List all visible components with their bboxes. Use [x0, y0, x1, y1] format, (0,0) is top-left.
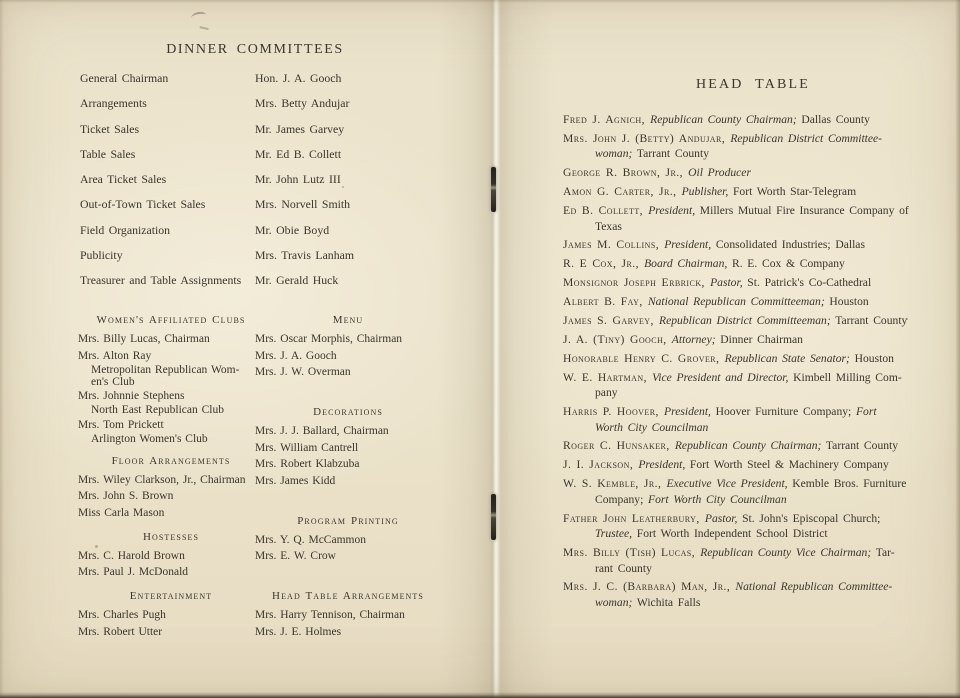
- member-name: Mrs. Y. Q. McCammon: [255, 533, 366, 546]
- paper-speck: [342, 186, 344, 188]
- member-name: Mrs. J. A. Gooch: [255, 349, 337, 362]
- entry-line: [563, 526, 948, 542]
- head-table-entry: [563, 275, 948, 291]
- member: [78, 548, 264, 564]
- member-name: Mrs. Alton Ray: [78, 349, 152, 362]
- entry-line: [563, 385, 948, 401]
- member-name: Mrs. William Cantrell: [255, 441, 359, 454]
- person-title: Republican County Chairman;: [650, 113, 797, 126]
- member-name: Miss Carla Mason: [78, 506, 165, 519]
- person-title: Worth City Councilman: [595, 420, 709, 434]
- member-name: Mrs. Oscar Morphis, Chairman: [255, 333, 403, 345]
- entry-line: [563, 237, 948, 253]
- member: [78, 348, 264, 388]
- person-name: Amon G. Carter, Jr.,: [563, 185, 682, 199]
- member-affiliation-line: Arlington Women's Club: [91, 432, 208, 445]
- member: [255, 532, 441, 548]
- person-title: President,: [648, 204, 696, 218]
- member: [255, 331, 441, 347]
- member-name: Mrs. J. J. Ballard, Chairman: [255, 425, 389, 437]
- entry-line: [563, 595, 948, 611]
- committee-role: Field Organization: [80, 222, 171, 237]
- member: [255, 364, 441, 380]
- committee-member-name: Mrs. Norvell Smith: [255, 197, 351, 212]
- committee-row: [80, 71, 445, 87]
- person-detail: Kemble Bros. Furniture: [787, 477, 907, 491]
- entry-line: [563, 203, 948, 219]
- committee-member-name: Mr. John Lutz III: [255, 172, 341, 187]
- entry-line: [563, 131, 948, 147]
- person-detail: Millers Mutual Fire Insurance Company of: [695, 204, 909, 218]
- person-detail: pany: [595, 386, 618, 400]
- committee-role: Publicity: [80, 248, 123, 263]
- entry-line: [563, 112, 948, 128]
- section-heading: Women's Affiliated Clubs: [96, 314, 246, 326]
- person-detail: Fort Worth Star-Telegram: [728, 185, 857, 199]
- member-name: Mrs. Paul J. McDonald: [78, 566, 189, 578]
- entry-line: [563, 476, 948, 492]
- person-detail: Tar-: [871, 546, 895, 560]
- person-detail: Tarrant County: [632, 147, 709, 161]
- person-detail: Houston: [824, 295, 869, 309]
- person-title: Executive Vice President,: [666, 477, 788, 491]
- committee-row: [80, 273, 445, 289]
- head-table-entry: [563, 351, 948, 367]
- committee-member-name: Mr. James Garvey: [255, 121, 345, 136]
- person-title: woman;: [595, 147, 633, 161]
- head-table-entry: [563, 203, 948, 234]
- committee-member-name: Mrs. Travis Lanham: [255, 248, 355, 263]
- member: [78, 564, 264, 580]
- entry-line: [563, 420, 948, 436]
- committee-member-name: Mr. Obie Boyd: [255, 222, 330, 237]
- person-name: James S. Garvey,: [563, 314, 660, 328]
- person-name: Honorable Henry C. Grover,: [563, 351, 725, 365]
- member-name: Mrs. Billy Lucas, Chairman: [78, 333, 210, 345]
- entry-line: [563, 492, 948, 508]
- head-table-entry: [563, 579, 948, 610]
- head-table-entry: [563, 438, 948, 454]
- person-title: President,: [664, 405, 711, 419]
- committee-role: Area Ticket Sales: [80, 172, 167, 187]
- head-table-entry: [563, 112, 948, 128]
- member: [255, 423, 441, 439]
- member-name: Mrs. Charles Pugh: [78, 609, 166, 621]
- person-title: Attorney;: [671, 332, 716, 346]
- entry-line: [563, 146, 948, 162]
- member: [255, 607, 441, 623]
- member: [78, 488, 264, 504]
- entry-line: [563, 457, 948, 473]
- head-table-entry: [563, 545, 948, 576]
- committee-role: General Chairman: [80, 71, 169, 85]
- person-name: Fred J. Agnich,: [563, 113, 651, 126]
- page-title: HEAD TABLE: [695, 77, 811, 92]
- committee-section: [255, 406, 441, 489]
- person-detail: rant County: [595, 561, 652, 575]
- scan-left-edge: [0, 0, 4, 698]
- member-name: Mrs. Tom Prickett: [78, 418, 164, 431]
- committee-member-name: Hon. J. A. Gooch: [255, 71, 342, 85]
- committee-row: [80, 147, 445, 163]
- person-detail: Dinner Chairman: [715, 332, 803, 346]
- person-detail: Fort Worth Independent School District: [632, 527, 828, 541]
- person-detail: Company;: [595, 492, 649, 506]
- person-name: J. I. Jackson,: [563, 458, 639, 472]
- member: [78, 505, 264, 521]
- member-name: Mrs. E. W. Crow: [255, 550, 336, 562]
- person-title: Fort Worth City Councilman: [648, 492, 787, 506]
- person-title: Republican County Vice Chairman;: [700, 546, 872, 560]
- left-subcolumn: [78, 314, 264, 650]
- person-title: Republican County Chairman;: [674, 439, 822, 453]
- committee-role: Arrangements: [80, 96, 147, 111]
- section-heading: Program Printing: [297, 514, 399, 527]
- person-title: Trustee,: [595, 527, 633, 541]
- scan-top-edge: [0, 0, 960, 3]
- person-name: George R. Brown, Jr.,: [563, 166, 689, 180]
- person-name: James M. Collins,: [563, 238, 665, 252]
- member: [78, 417, 264, 445]
- staple: [491, 494, 496, 540]
- person-detail: St. Patrick's Co-Cathedral: [742, 276, 872, 290]
- head-table-entry: [563, 184, 948, 200]
- member-name: Mrs. James Kidd: [255, 474, 336, 487]
- person-title: Republican State Senator;: [724, 351, 850, 365]
- committee-section: [255, 590, 441, 640]
- entry-line: [563, 438, 948, 454]
- member: [255, 440, 441, 456]
- member-name: Mrs. Robert Utter: [78, 625, 163, 638]
- committee-member-name: Mr. Gerald Huck: [255, 273, 339, 288]
- member: [255, 624, 441, 640]
- person-detail: St. John's Episcopal Church;: [737, 511, 881, 525]
- person-title: Republican District Committeeman;: [659, 314, 831, 328]
- committee-row: [80, 96, 445, 112]
- entry-line: [563, 511, 948, 527]
- person-name: Mrs. J. C. (Barbara) Man, Jr.,: [563, 580, 736, 594]
- section-heading: Menu: [332, 314, 364, 326]
- entry-line: [563, 370, 948, 386]
- head-table-entry: [563, 404, 948, 435]
- person-title: Pastor,: [710, 276, 743, 290]
- head-table-entry: [563, 294, 948, 310]
- entry-line: [563, 313, 948, 329]
- member-name: Mrs. Harry Tennison, Chairman: [255, 609, 405, 621]
- head-table-entry: [563, 237, 948, 253]
- head-table-entry: [563, 165, 948, 181]
- entry-line: [563, 404, 948, 420]
- person-name: Mrs. Billy (Tish) Lucas,: [563, 546, 701, 560]
- person-detail: Hoover Furniture Company;: [710, 405, 856, 419]
- member-affiliation-line: North East Republican Club: [91, 404, 224, 416]
- person-detail: Dallas County: [796, 113, 870, 126]
- entry-line: [563, 165, 948, 181]
- center-fold: [438, 0, 554, 698]
- member-name: Mrs. J. E. Holmes: [255, 625, 342, 638]
- member-affiliation-line: Metropolitan Republican Wom-: [91, 363, 240, 376]
- committee-section: [78, 531, 264, 581]
- member-name: Mrs. J. W. Overman: [255, 366, 351, 378]
- person-name: J. A. (Tiny) Gooch,: [563, 332, 672, 346]
- scan-right-edge: [955, 0, 960, 698]
- paper-speck: [95, 545, 98, 548]
- person-name: R. E Cox, Jr.,: [563, 257, 645, 271]
- person-title: Republican District Committee-: [730, 131, 883, 145]
- person-title: Fort: [855, 405, 877, 419]
- member-name: Mrs. Johnnie Stephens: [78, 390, 185, 402]
- paper-speck: [906, 318, 908, 320]
- section-heading: Floor Arrangements: [111, 454, 231, 467]
- entry-line: [563, 184, 948, 200]
- person-detail: Consolidated Industries; Dallas: [711, 238, 865, 252]
- committee-section: [78, 590, 264, 640]
- person-title: President,: [664, 238, 712, 252]
- committee-section: [78, 455, 264, 521]
- person-name: Monsignor Joseph Erbrick,: [563, 276, 711, 290]
- head-table-entry: [563, 332, 948, 348]
- right-subcolumn: [255, 314, 441, 666]
- person-title: President,: [638, 458, 686, 472]
- person-detail: Fort Worth Steel & Machinery Company: [685, 458, 889, 472]
- member: [78, 331, 264, 347]
- entry-line: [563, 579, 948, 595]
- person-detail: Kimbell Milling Com-: [788, 370, 902, 384]
- member: [255, 548, 441, 564]
- person-title: woman;: [595, 595, 633, 609]
- pencil-mark: [191, 11, 207, 22]
- person-name: W. E. Hartman,: [563, 370, 653, 384]
- person-title: National Republican Committeeman;: [647, 295, 825, 309]
- entry-line: [563, 561, 948, 577]
- committee-row: [80, 197, 445, 213]
- member: [78, 607, 264, 623]
- member: [255, 348, 441, 364]
- head-table-entry: [563, 511, 948, 542]
- committee-member-name: Mr. Ed B. Collett: [255, 146, 342, 161]
- section-heading: Head Table Arrangements: [272, 590, 424, 602]
- person-detail: Houston: [849, 351, 894, 365]
- entry-line: [563, 351, 948, 367]
- person-name: Harris P. Hoover,: [563, 405, 665, 419]
- committee-role: Out-of-Town Ticket Sales: [80, 197, 206, 212]
- member: [78, 472, 264, 488]
- section-heading: Entertainment: [129, 590, 213, 602]
- committee-section: [255, 515, 441, 565]
- person-title: Pastor,: [704, 511, 738, 525]
- page-title: DINNER COMMITTEES: [166, 42, 344, 57]
- head-table-entry: [563, 313, 948, 329]
- member: [78, 388, 264, 416]
- person-title: Oil Producer: [688, 166, 751, 180]
- member: [255, 456, 441, 472]
- person-detail: Tarrant County: [821, 439, 899, 453]
- member-affiliation-line: en's Club: [91, 375, 135, 388]
- committee-role: Table Sales: [80, 146, 136, 161]
- entry-line: [563, 256, 948, 272]
- entry-line: [563, 294, 948, 310]
- head-table-entry: [563, 256, 948, 272]
- person-detail: Texas: [595, 219, 622, 233]
- head-table-list: [563, 112, 948, 614]
- committee-row: [80, 122, 445, 138]
- staple: [491, 167, 496, 212]
- head-table-entry: [563, 476, 948, 507]
- person-title: National Republican Committee-: [735, 580, 893, 594]
- person-title: Board Chairman,: [644, 257, 728, 271]
- member: [255, 473, 441, 489]
- person-name: Father John Leatherbury,: [563, 511, 705, 525]
- person-name: Roger C. Hunsaker,: [563, 439, 675, 453]
- committee-row: [80, 172, 445, 188]
- member-name: Mrs. C. Harold Brown: [78, 549, 185, 562]
- person-detail: Tarrant County: [830, 314, 908, 328]
- person-name: Mrs. John J. (Betty) Andujar,: [563, 131, 731, 145]
- head-table-entry: [563, 457, 948, 473]
- person-name: W. S. Kemble, Jr.,: [563, 477, 667, 491]
- entry-line: [563, 545, 948, 561]
- member: [78, 624, 264, 640]
- section-heading: Decorations: [313, 406, 383, 418]
- person-detail: Wichita Falls: [632, 595, 701, 609]
- committee-role: Ticket Sales: [80, 121, 140, 136]
- pencil-mark: [198, 26, 208, 35]
- person-name: Albert B. Fay,: [563, 295, 648, 309]
- scan-bottom-edge: [0, 692, 960, 698]
- person-title: Vice President and Director,: [652, 370, 789, 384]
- member-name: Mrs. John S. Brown: [78, 490, 174, 502]
- section-heading: Hostesses: [142, 530, 200, 543]
- member-name: Mrs. Robert Klabzuba: [255, 458, 360, 470]
- committee-section: [78, 314, 264, 445]
- committee-member-name: Mrs. Betty Andujar: [255, 96, 350, 111]
- committee-section: [255, 314, 441, 380]
- committee-row: [80, 223, 445, 239]
- committee-row: [80, 248, 445, 264]
- member-name: Mrs. Wiley Clarkson, Jr., Chairman: [78, 473, 246, 486]
- committee-role: Treasurer and Table Assignments: [80, 273, 242, 288]
- entry-line: [563, 332, 948, 348]
- person-detail: R. E. Cox & Company: [727, 257, 845, 271]
- entry-line: [563, 275, 948, 291]
- person-title: Publisher,: [681, 185, 729, 199]
- head-table-entry: [563, 370, 948, 401]
- committee-list: [80, 71, 445, 299]
- entry-line: [563, 219, 948, 235]
- person-name: Ed B. Collett,: [563, 204, 649, 218]
- head-table-entry: [563, 131, 948, 162]
